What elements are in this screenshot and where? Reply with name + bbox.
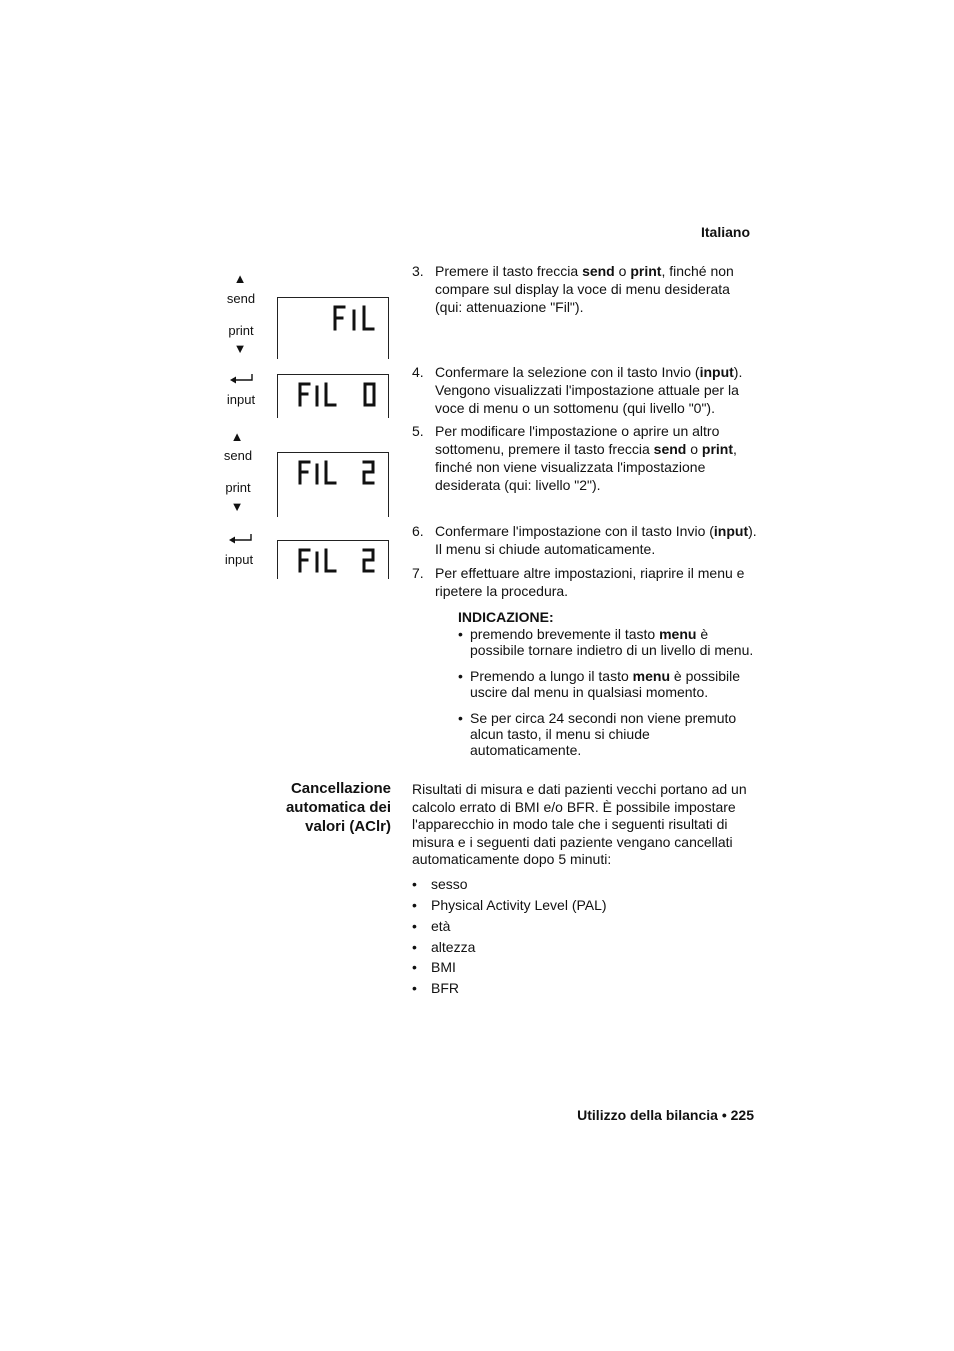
up-arrow-icon: ▲ (233, 271, 247, 286)
input-key-label: input (226, 392, 256, 407)
lcd-display (277, 374, 389, 418)
enter-icon (227, 533, 253, 545)
lcd-display (277, 452, 389, 517)
step-4: 4. Confermare la selezione con il tasto Invio (input). Vengono visualizzati l'impostazione attuale per la voce di menu o un sottomenu (qui livello "0"). (412, 364, 743, 416)
language-label: Italiano (700, 224, 750, 240)
page-footer: Utilizzo della bilancia • 225 (577, 1107, 754, 1123)
note-item: • Premendo a lungo il tasto menu è possibile uscire dal menu in qualsiasi momento. (458, 668, 741, 700)
step-3: 3. Premere il tasto freccia send o print, finché non compare sul display la voce di menu desiderata (qui: attenuazione "Fil"). (412, 263, 734, 315)
note-item: • premendo brevemente il tasto menu è possibile tornare indietro di un livello di menu. (458, 626, 754, 658)
step-5: 5. Per modificare l'impostazione o aprire un altro sottomenu, premere il tasto freccia send o print, finché non viene visualizzata l'impostazione desiderata (qui: livello "2"). (412, 423, 737, 493)
section-title: Cancellazione automatica dei valori (AClr) (285, 780, 391, 835)
print-key-label: print (228, 323, 254, 338)
step-7: 7. Per effettuare altre impostazioni, riaprire il menu e ripetere la procedura. (412, 565, 745, 599)
up-arrow-icon: ▲ (230, 429, 244, 444)
lcd-text-fil-0 (278, 375, 388, 418)
note-heading: INDICAZIONE: (458, 609, 554, 625)
enter-icon (228, 373, 254, 385)
down-arrow-icon: ▼ (233, 341, 247, 356)
down-arrow-icon: ▼ (230, 499, 244, 514)
note-item: • Se per circa 24 secondi non viene premuto alcun tasto, il menu si chiude automaticamente. (458, 710, 737, 758)
lcd-text-fil-2 (278, 541, 388, 579)
send-key-label: send (226, 291, 256, 306)
lcd-text-fil (278, 298, 388, 359)
lcd-text-fil-2 (278, 453, 388, 517)
step-6: 6. Confermare l'impostazione con il tasto Invio (input). Il menu si chiude automaticamente. (412, 523, 757, 557)
input-key-label: input (224, 552, 254, 567)
send-key-label: send (223, 448, 253, 463)
lcd-display (277, 297, 389, 359)
print-key-label: print (225, 480, 251, 495)
section-paragraph: Risultati di misura e dati pazienti vecchi portano ad un calcolo errato di BMI e/o BFR. È possibile impostare l'apparecchio in modo tale che i seguenti risultati di misura e i seguenti dati paziente vengano cancellati automaticamente dopo 5 minuti: (412, 781, 747, 868)
lcd-display (277, 540, 389, 579)
